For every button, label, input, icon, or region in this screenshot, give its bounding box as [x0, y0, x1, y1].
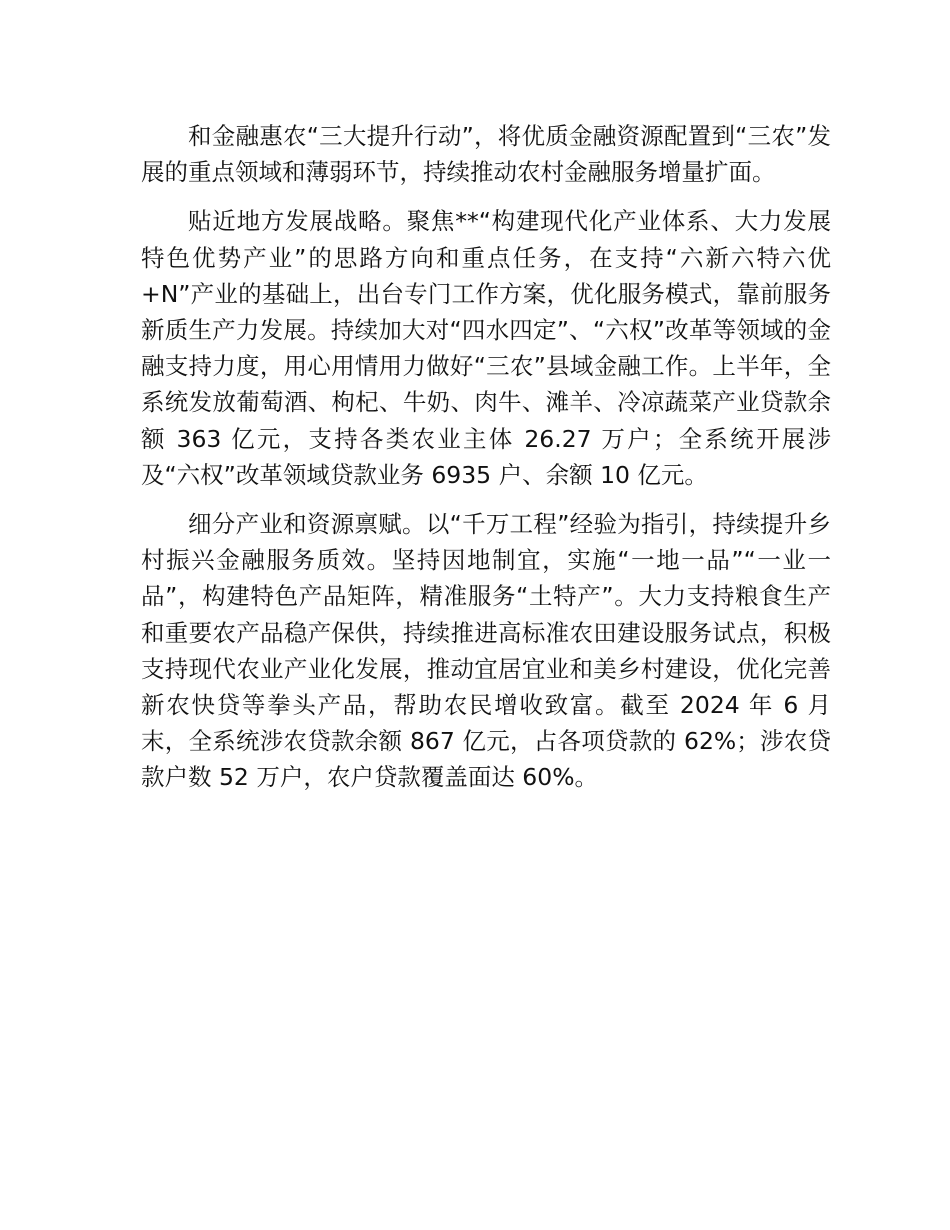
paragraph-local-strategy: 贴近地方发展战略。聚焦**“构建现代化产业体系、大力发展特色优势产业”的思路方向和重点任务，在支持“六新六特六优+N”产业的基础上，出台专门工作方案，优化服务模式，靠前服务新质生产力发展。持续加大对“四水四定”、“六权”改革等领域的金融支持力度，用心用情用力做好“三农”县域金融工作。上半年，全系统发放葡萄酒、枸杞、牛奶、肉牛、滩羊、冷凉蔬菜产业贷款余额 363 亿元，支持各类农业主体 26.27 万户；全系统开展涉及“六权”改革领域贷款业务 6935 户、余额 10 亿元。 — [141, 207, 831, 489]
document-body — [141, 118, 831, 809]
paragraph-continuation: 和金融惠农“三大提升行动”，将优质金融资源配置到“三农”发展的重点领域和薄弱环节，持续推动农村金融服务增量扩面。 — [141, 122, 831, 187]
paragraph-industry-resources: 细分产业和资源禀赋。以“千万工程”经验为指引，持续提升乡村振兴金融服务质效。坚持因地制宜，实施“一地一品”“一业一品”，构建特色产品矩阵，精准服务“土特产”。大力支持粮食生产和重要农产品稳产保供，持续推进高标准农田建设服务试点，积极支持现代农业产业化发展，推动宜居宜业和美乡村建设，优化完善新农快贷等拳头产品，帮助农民增收致富。截至 2024 年 6 月末，全系统涉农贷款余额 867 亿元，占各项贷款的 62%；涉农贷款户数 52 万户，农户贷款覆盖面达 60%。 — [141, 510, 831, 792]
